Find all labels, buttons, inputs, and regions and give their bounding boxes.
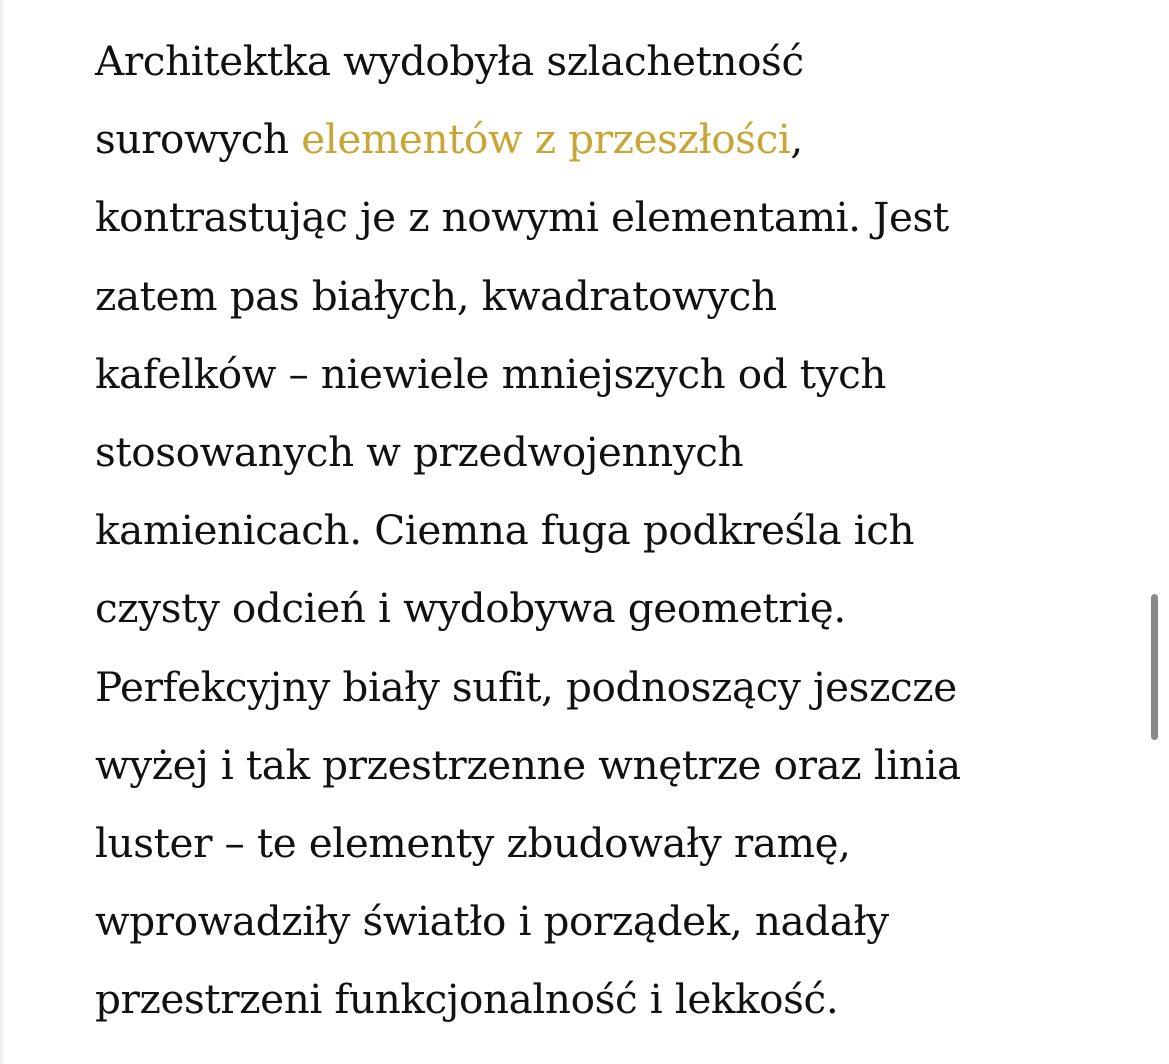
article-link[interactable]: elementów z przeszłości [301,115,791,164]
article-paragraph [95,22,1095,1039]
article-text-after-link: , kontrastując je z nowymi elementami. Jest zatem pas białych, kwadratowych kafelków – niewiele mniejszych od tych stosowanych w przedwojennych kamienicach. Ciemna fuga podkreśla ich czysty odcień i wydobywa geometrię. Perfekcyjny biały sufit, podnoszący jeszcze wyżej i tak przestrzenne wnętrze oraz linia luster – te elementy zbudowały ramę, wprowadziły światło i porządek, nadały przestrzeni funkcjonalność i lekkość. [95,115,961,1024]
scrollbar-track[interactable] [1153,0,1169,1064]
article-text-before-link: Architektka wydobyła szlachetność surowych [95,37,804,164]
scrollbar-thumb[interactable] [1151,594,1158,740]
left-edge-shadow [0,0,6,1064]
